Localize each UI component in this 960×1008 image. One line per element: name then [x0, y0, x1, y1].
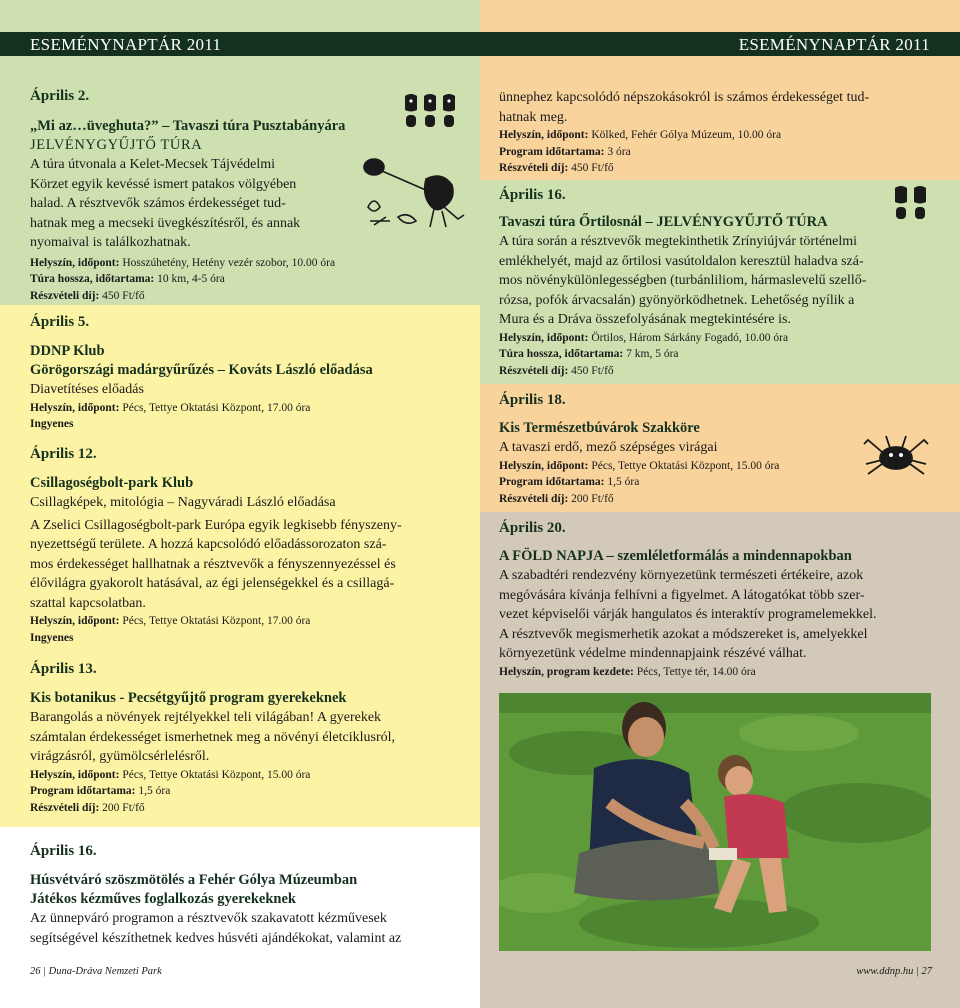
event-date: Április 2.	[30, 88, 90, 104]
text-line: hatnak meg a mecseki üvegkészítésről, és annak	[30, 215, 301, 231]
info-line: Helyszín, időpont: Pécs, Tettye Oktatási Központ, 15.00 óra	[30, 768, 311, 781]
text-line: élővilágra gyakorolt hatásával, az égi jelenségekkel és a csillagá-	[30, 576, 395, 591]
text-line: nyomaival is találkozhatnak.	[30, 235, 191, 250]
info-line: Részvételi díj: 200 Ft/fő	[30, 801, 145, 814]
event-title-2: Játékos kézműves foglalkozás gyerekeknek	[30, 891, 296, 907]
event-title: „Mi az…üveghuta?” – Tavaszi túra Pusztabányára	[30, 118, 346, 134]
info-line: Ingyenes	[30, 418, 74, 430]
header-title-left: ESEMÉNYNAPTÁR 2011	[30, 35, 222, 54]
event-date: Április 18.	[499, 392, 566, 408]
text-line: A résztvevők megismerhetik azokat a módszereket is, amelyekkel	[499, 626, 868, 642]
page-number: 27	[921, 966, 932, 977]
text-line: A túra során a résztvevők megtekinthetik Zrínyiújvár történelmi	[499, 234, 858, 249]
info-line: Részvételi díj: 450 Ft/fő	[30, 289, 145, 302]
info-line: Túra hossza, időtartama: 10 km, 4-5 óra	[30, 273, 225, 285]
event-date: Április 16.	[30, 843, 97, 859]
info-line: Program időtartama: 3 óra	[499, 145, 631, 158]
text-line: A szabadtéri rendezvény környezetünk természeti értékeire, azok	[499, 568, 864, 583]
text-line: A Zselici Csillagoségbolt-park Európa egyik legkisebb fényszeny-	[30, 517, 402, 533]
text-line: megóvására kívánja felhívni a figyelmet. A látogatókat több szer-	[499, 587, 865, 603]
event-title: Csillagoségbolt-park Klub	[30, 475, 194, 491]
event-april-20	[499, 520, 933, 680]
event-continuation	[499, 88, 933, 177]
event-date: Április 5.	[30, 314, 90, 330]
header-title-right: ESEMÉNYNAPTÁR 2011	[738, 35, 930, 54]
text-line: nyezettségű területe. A hozzá kapcsolódó előadássorozaton szá-	[30, 537, 387, 552]
top-band-left	[0, 0, 480, 32]
info-line: Helyszín, időpont: Hosszúhetény, Hetény vezér szobor, 10.00 óra	[30, 256, 336, 269]
boot-prints-icon	[892, 184, 932, 222]
footer-left: 26 | Duna-Dráva Nemzeti Park	[30, 966, 162, 977]
event-title: Húsvétváró szöszmötölés a Fehér Gólya Múzeumban	[30, 872, 358, 888]
event-april-5	[30, 314, 464, 433]
event-april-13	[30, 661, 464, 816]
bug-crab-icon	[860, 430, 932, 482]
event-title: Kis botanikus - Pecsétgyűjtő program gyerekeknek	[30, 690, 347, 706]
info-line: Túra hossza, időtartama: 7 km, 5 óra	[499, 348, 679, 360]
info-line: Részvételi díj: 450 Ft/fő	[499, 364, 614, 377]
photo-man-and-boy-on-grass	[499, 693, 931, 951]
page-number: 26	[30, 966, 41, 977]
website-url: www.ddnp.hu	[856, 966, 914, 977]
info-line: Helyszín, időpont: Pécs, Tettye Oktatási Központ, 17.00 óra	[30, 401, 311, 414]
text-line: hatnak meg.	[499, 109, 568, 125]
top-band-right	[480, 0, 960, 32]
text-line: emlékhelyét, majd az őrtilosi vasútoldalon keresztül haladva szá-	[499, 253, 864, 269]
text-line: Diavetítéses előadás	[30, 382, 144, 397]
info-line: Helyszín, időpont: Pécs, Tettye Oktatási Központ, 15.00 óra	[499, 459, 780, 472]
text-line: Mura és a Dráva összefolyásának megtekintésére is.	[499, 312, 791, 327]
text-line: virágzásról, gyümölcsérlelésről.	[30, 749, 210, 764]
info-line: Részvételi díj: 200 Ft/fő	[499, 492, 614, 505]
text-line: Az ünnepváró programon a résztvevők szakavatott kézművesek	[30, 911, 387, 926]
footer-right: www.ddnp.hu | 27	[856, 966, 932, 977]
event-date: Április 13.	[30, 661, 97, 677]
info-line: Program időtartama: 1,5 óra	[499, 476, 640, 488]
event-title: Tavaszi túra Őrtilosnál – JELVÉNYGYŰJTŐ TÚRA	[499, 214, 828, 230]
event-title: DDNP Klub	[30, 343, 105, 359]
boot-prints-icon	[402, 92, 462, 132]
text-line: A túra útvonala a Kelet-Mecsek Tájvédelmi	[30, 157, 276, 172]
text-line: Körzet egyik kevéssé ismert patakos völgyében	[30, 176, 297, 192]
event-title-2: Görögországi madárgyűrűzés – Kováts László előadása	[30, 362, 373, 378]
info-line: Helyszín, időpont: Kölked, Fehér Gólya Múzeum, 10.00 óra	[499, 129, 782, 141]
info-line: Ingyenes	[30, 631, 74, 644]
text-line: szattal kapcsolatban.	[30, 595, 146, 611]
event-date: Április 16.	[499, 187, 566, 203]
glassblower-bird-icon	[360, 155, 468, 237]
publication-name: Duna-Dráva Nemzeti Park	[48, 966, 162, 977]
text-line: rózsa, pofók árvacsalán) gyönyörködhetnek. Lehetőség nyílik a	[499, 292, 855, 308]
event-date: Április 20.	[499, 520, 566, 536]
text-line: segítségével készíthetnek kedves húsvéti ajándékokat, valamint az	[30, 930, 402, 946]
event-date: Április 12.	[30, 446, 97, 462]
text-line: vezet képviselői várják hangulatos és interaktív programelemekkel.	[499, 607, 877, 622]
text-line: mos érdekességet hallhatnak a résztvevők a fényszennyezéssel és	[30, 556, 396, 572]
text-line: halad. A résztvevők számos érdekességet tud-	[30, 196, 286, 211]
event-title: A FÖLD NAPJA – szemléletformálás a mindennapokban	[499, 548, 852, 564]
event-april-12	[30, 446, 464, 646]
text-line: A tavaszi erdő, mező szépséges virágai	[499, 440, 718, 455]
event-title-2: JELVÉNYGYŰJTŐ TÚRA	[30, 137, 203, 153]
event-april-16-left	[30, 843, 464, 948]
text-line: környezetünk védelme mindennapjaink részévé válhat.	[499, 646, 807, 661]
info-line: Helyszín, program kezdete: Pécs, Tettye tér, 14.00 óra	[499, 665, 756, 678]
info-line: Helyszín, időpont: Örtilos, Három Sárkány Fogadó, 10.00 óra	[499, 331, 789, 344]
info-line: Helyszín, időpont: Pécs, Tettye Oktatási Központ, 17.00 óra	[30, 615, 311, 627]
text-line: ünnephez kapcsolódó népszokásokról is számos érdekességet tud-	[499, 90, 870, 105]
event-title: Kis Természetbúvárok Szakköre	[499, 420, 700, 436]
text-line: mos növénykülönlegességben (turbánliliom, hármaslevelű szellő-	[499, 273, 867, 288]
header-bar	[0, 32, 960, 56]
text-line: számtalan érdekességet ismerhetnek meg a növényi életciklusról,	[30, 729, 396, 745]
info-line: Részvételi díj: 450 Ft/fő	[499, 162, 614, 174]
event-subtitle: Csillagképek, mitológia – Nagyváradi László előadása	[30, 495, 336, 510]
text-line: Barangolás a növények rejtélyekkel teli világában! A gyerekek	[30, 710, 382, 725]
info-line: Program időtartama: 1,5 óra	[30, 785, 171, 797]
event-april-16-right	[499, 187, 933, 379]
